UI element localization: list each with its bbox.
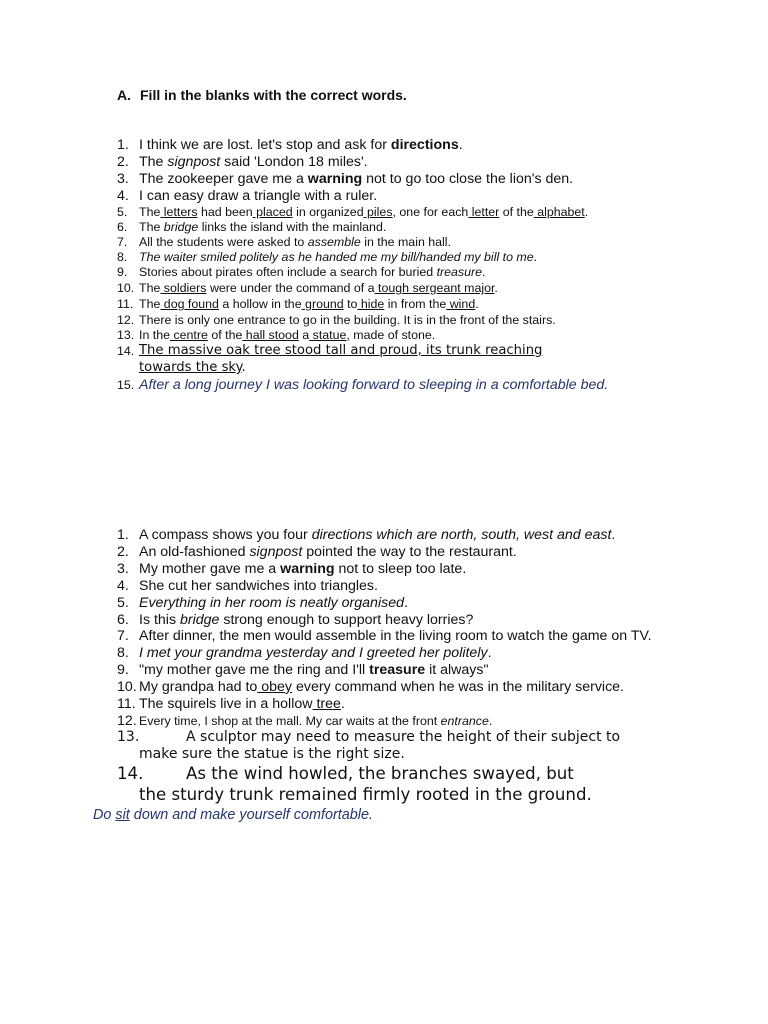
s2-closing-sentence: Do sit down and make yourself comfortable. (93, 807, 373, 823)
heading-text: Fill in the blanks with the correct words. (140, 87, 407, 103)
section-heading (117, 87, 407, 103)
answer-word: signpost (167, 154, 221, 170)
worksheet-page: A. Fill in the blanks with the correct words. 1. I think we are lost. let's stop and ask for directions. 2. The signpost said 'London 18 miles'. 3. The zookeeper gave me a warning not to go too close the lion's den. 4. I can easy draw a triangle with a ruler. 5. The letters had been placed in organized piles, one for each letter of the alphabet. 6. The bridge links the island with the mainland. 7. All the students were asked to assemble in the main hall. 8. The waiter smiled politely as he handed me my bill/handed my bill to me. 9. Stories about pirates often include a search for buried treasure. 10. The soldiers were under the command of a tough sergeant major. 11. The dog found a hollow in the ground to hide in from the wind. 12. There is only one entrance to go in the building. It is in the front of the stairs. 13. In the centre of the hall stood a statue, made of stone. 14. The massive oak tree stood tall and proud, its trunk reaching towards the sky. 15. After a long journey I was looking forward to sleeping in a comfortable bed. 1. A compass shows you four directions which are north, south, west and east. 2. An old-fashioned signpost pointed the way to the restaurant. 3. My mother gave me a warning not to sleep too late. 4. She cut her sandwiches into triangles. 5. Everything in her room is neatly organised. 6. Is this bridge strong enough to support heavy lorries? 7. After dinner, the men would assemble in the living room to watch the game on TV. 8. I met your grandma yesterday and I greeted her politely. 9. "my mother gave me the ring and I'll treasure it always" 10. My grandpa had to obey every command when he was in the military service. 11. The squirels live in a hollow tree. 12. Every time, I shop at the mall. My car waits at the front entrance. 13. A sculptor may need to measure the height of their subject to make sure the statue is the right size. 14. As the wind howled, the branches swayed, but the sturdy trunk remained firmly rooted in the ground. Do sit down and make yourself comfortable. (0, 0, 768, 1024)
heading-letter: A. (117, 87, 131, 103)
answer-word: warning (307, 171, 363, 187)
answer-word: directions (390, 137, 459, 153)
